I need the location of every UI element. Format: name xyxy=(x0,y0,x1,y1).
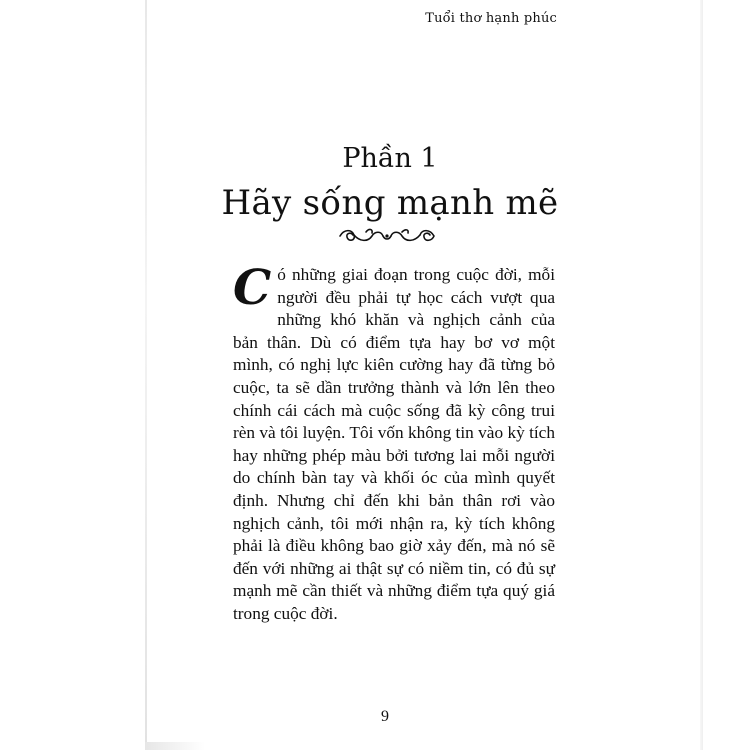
paragraph-text: ó những giai đoạn trong cuộc đời, mỗi người đều phải tự học cách vượt qua những khó khăn và nghịch cảnh của bản thân. Dù có điểm tựa hay bơ vơ một mình, có nghị lực kiên cường hay đã từng bỏ cuộc, ta sẽ dần trưởng thành và lớn lên theo chính cái cách mà cuộc sống đã kỳ công trui rèn và tôi luyện. Tôi vốn không tin vào kỳ tích hay những phép màu bởi tương lai mỗi người do chính bàn tay và khối óc của mình quyết định. Nhưng chỉ đến khi bản thân rơi vào nghịch cảnh, tôi mới nhận ra, kỳ tích không phải là điều không bao giờ xảy đến, mà nó sẽ đến với những ai thật sự có niềm tin, có đủ sự mạnh mẽ cần thiết và những điểm tựa quý giá trong cuộc đời. xyxy=(233,265,555,623)
body-paragraph xyxy=(233,260,555,626)
page-number: 9 xyxy=(381,708,389,725)
flourish-ornament-icon xyxy=(336,226,438,246)
page-corner-shadow xyxy=(145,742,205,750)
drop-cap: C xyxy=(233,260,272,316)
running-header: Tuổi thơ hạnh phúc xyxy=(425,11,557,26)
page-left-edge xyxy=(145,0,147,750)
page-right-edge xyxy=(700,0,703,750)
chapter-title: Hãy sống mạnh mẽ xyxy=(221,183,559,223)
part-label: Phần 1 xyxy=(342,143,438,174)
